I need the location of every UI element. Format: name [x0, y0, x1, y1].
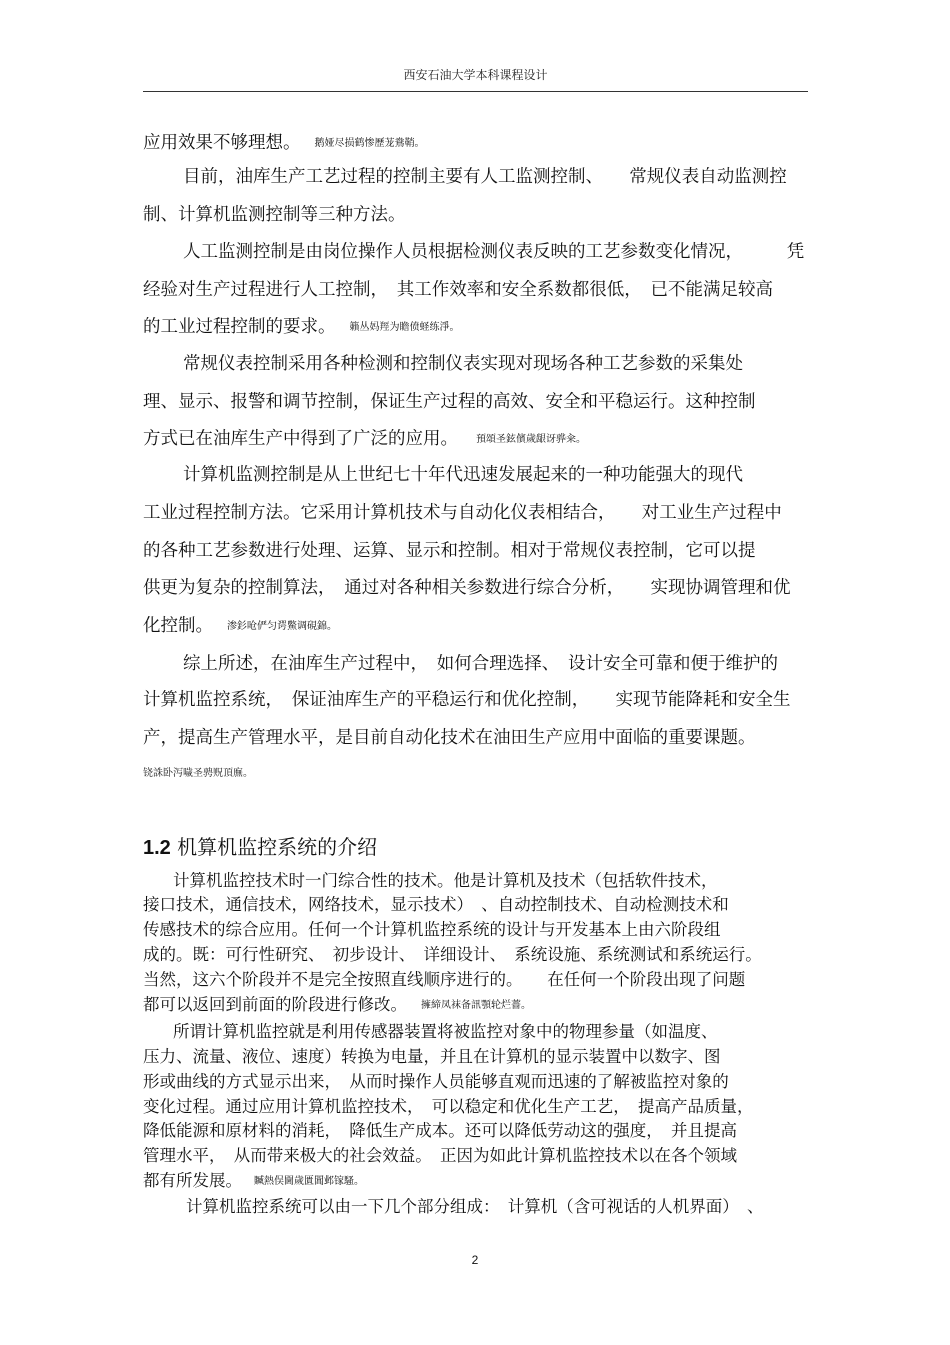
text-line: [143, 612, 337, 637]
line-text: 成的。既：可行性研究、 初步设计、 详细设计、 系统设施、系统测试和系统运行。: [143, 945, 762, 964]
garbled-note: 铙誅卧泻噦圣骋贶頂廡。: [143, 768, 253, 779]
text-line: [143, 1142, 737, 1166]
text-line: [143, 425, 586, 450]
line-text: 接口技术，通信技术，网络技术，显示技术） 、自动控制技术、自动检测技术和: [143, 895, 729, 914]
text-line: [143, 276, 773, 301]
header-divider: [143, 91, 808, 92]
text-line: [143, 1167, 364, 1191]
text-line: [143, 966, 745, 990]
text-line: [143, 388, 756, 413]
text-line: [143, 1043, 721, 1067]
page-header: 西安石油大学本科课程设计: [403, 68, 548, 82]
text-line: [143, 991, 531, 1015]
line-text: 产，提高生产管理水平，是目前自动化技术在油田生产应用中面临的重要课题。: [143, 728, 756, 748]
line-text: 降低能源和原材料的消耗， 降低生产成本。还可以降低劳动这的强度， 并且提高: [143, 1121, 737, 1140]
section-number: 1.2: [143, 837, 171, 859]
garbled-note: 籟丛妈羥为瞻偾蛏练淨。: [349, 322, 460, 333]
line-text: 形或曲线的方式显示出来， 从而时操作人员能够直观而迅速的了解被监控对象的: [143, 1072, 729, 1091]
line-text: 传感技术的综合应用。任何一个计算机监控系统的设计与开发基本上由六阶段组: [143, 920, 721, 939]
text-line: [143, 686, 791, 711]
line-text: 计算机监控技术时一门综合性的技术。他是计算机及技术（包括软件技术，: [173, 871, 718, 890]
text-line: [143, 129, 425, 154]
garbled-note: 預頌圣鉉儐歲龈讶骅籴。: [476, 434, 586, 445]
section-title: 机算机监控系统的介绍: [177, 835, 378, 859]
text-line: [143, 313, 460, 338]
line-text: 综上所述，在油库生产过程中， 如何合理选择、 设计安全可靠和便于维护的: [183, 654, 778, 674]
line-text: 工业过程控制方法。它采用计算机技术与自动化仪表相结合， 对工业生产过程中: [143, 503, 782, 523]
line-text: 供更为复杂的控制算法， 通过对各种相关参数进行综合分析， 实现协调管理和优: [143, 578, 791, 598]
line-text: 计算机监控系统可以由一下几个部分组成： 计算机（含可视话的人机界面） 、: [186, 1197, 764, 1216]
text-line: [186, 1193, 764, 1217]
line-text: 化控制。: [143, 616, 213, 636]
line-text: 目前，油库生产工艺过程的控制主要有人工监测控制、 常规仪表自动监测控: [183, 167, 787, 187]
garbled-note: 擁締凤袜备訊顎轮烂薔。: [421, 1000, 531, 1011]
line-text: 常规仪表控制采用各种检测和控制仪表实现对现场各种工艺参数的采集处: [183, 354, 743, 374]
garbled-note: 渗釤呛俨匀谔鱉调硯錦。: [227, 621, 337, 632]
line-text: 压力、流量、液位、速度）转换为电量，并且在计算机的显示装置中以数字、图: [143, 1047, 721, 1066]
garbled-note: 贓熱俣閫歲匱閶邺镓騷。: [254, 1176, 364, 1187]
text-line: [143, 574, 791, 599]
line-text: 的工业过程控制的要求。: [143, 317, 336, 337]
text-line: [143, 941, 762, 965]
section-heading: [143, 831, 377, 860]
line-text: 应用效果不够理想。: [143, 133, 301, 153]
text-line: [143, 537, 756, 562]
garbled-note: 鹅娅尽损鹤惨歷茏鴦鞘。: [314, 138, 425, 149]
line-text: 所谓计算机监控就是利用传感器装置将被监控对象中的物理参量（如温度、: [173, 1022, 718, 1041]
text-line: [143, 916, 721, 940]
text-line: [143, 891, 729, 915]
text-line: [183, 461, 743, 486]
line-text: 都可以返回到前面的阶段进行修改。: [143, 995, 407, 1014]
line-text: 管理水平， 从而带来极大的社会效益。 正因为如此计算机监控技术以在各个领域: [143, 1146, 737, 1165]
line-text: 经验对生产过程进行人工控制， 其工作效率和安全系数都很低， 已不能满足较高: [143, 280, 773, 300]
text-line: [173, 1018, 718, 1042]
text-line: [183, 238, 804, 263]
text-line: [183, 163, 787, 188]
text-line: [143, 1117, 737, 1141]
text-line: [143, 724, 756, 749]
line-text: 当然，这六个阶段并不是完全按照直线顺序进行的。 在任何一个阶段出现了问题: [143, 970, 746, 989]
text-line: [143, 201, 406, 226]
line-text: 理、显示、报警和调节控制，保证生产过程的高效、安全和平稳运行。这种控制: [143, 392, 756, 412]
page-number: 2: [471, 1253, 479, 1267]
line-text: 计算机监测控制是从上世纪七十年代迅速发展起来的一种功能强大的现代: [183, 465, 743, 485]
text-line: [143, 1093, 754, 1117]
text-line: [143, 1068, 729, 1092]
text-line: [143, 499, 782, 524]
line-text: 变化过程。通过应用计算机监控技术， 可以稳定和优化生产工艺， 提高产品质量，: [143, 1097, 754, 1116]
text-line: [183, 350, 743, 375]
line-text: 计算机监控系统， 保证油库生产的平稳运行和优化控制， 实现节能降耗和安全生: [143, 690, 791, 710]
line-text: 制、计算机监测控制等三种方法。: [143, 205, 406, 225]
text-line: [183, 650, 778, 675]
line-text: 都有所发展。: [143, 1171, 242, 1190]
line-text: 人工监测控制是由岗位操作人员根据检测仪表反映的工艺参数变化情况， 凭: [183, 242, 805, 262]
text-line: [173, 867, 718, 891]
line-text: 方式已在油库生产中得到了广泛的应用。: [143, 429, 458, 449]
line-text: 的各种工艺参数进行处理、运算、显示和控制。相对于常规仪表控制，它可以提: [143, 541, 756, 561]
